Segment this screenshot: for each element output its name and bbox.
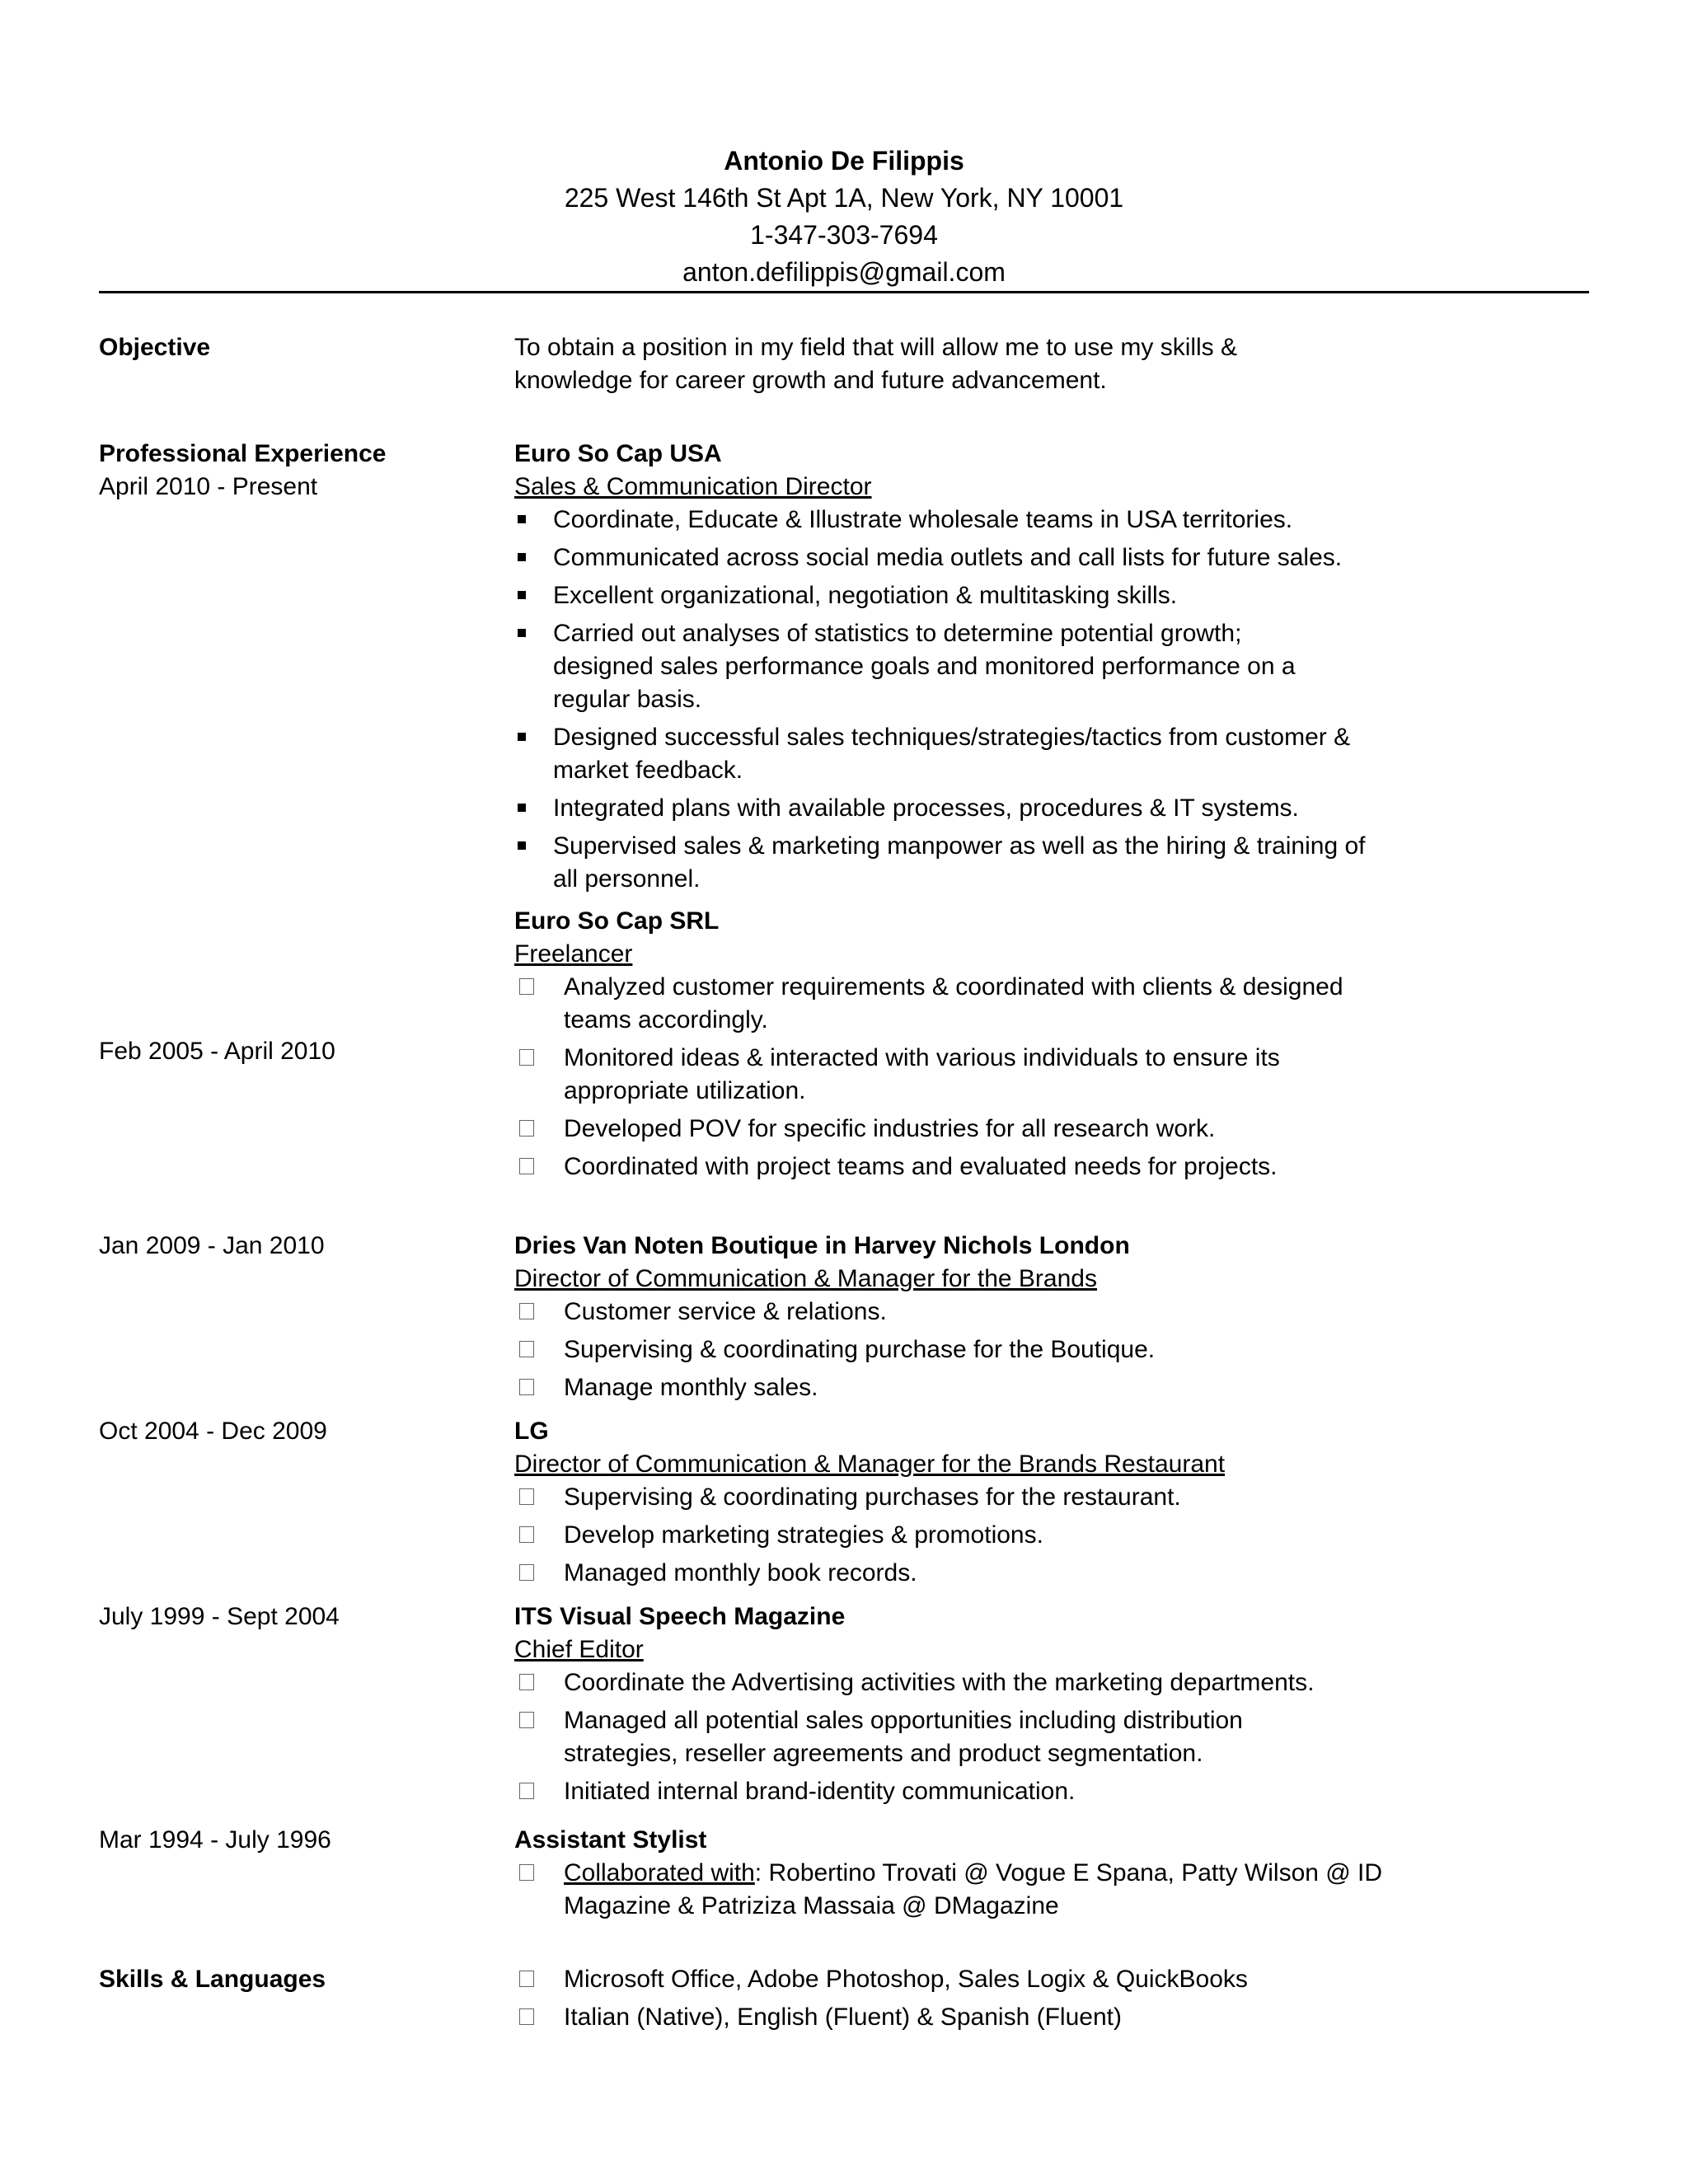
list-item: Excellent organizational, negotiation & multitasking skills. xyxy=(514,579,1421,612)
list-item: Managed all potential sales opportunities including distribution strategies, reseller agreements and product segmentation. xyxy=(514,1704,1355,1770)
list-item: Analyzed customer requirements & coordinated with clients & designed teams accordingly. xyxy=(514,971,1355,1037)
list-item: Collaborated with: Robertino Trovati @ Vogue E Spana, Patty Wilson @ ID Magazine & Patriziza Massaia @ DMagazine xyxy=(514,1857,1388,1923)
square-bullet-icon xyxy=(518,804,526,812)
list-item: Monitored ideas & interacted with various individuals to ensure its appropriate utilization. xyxy=(514,1042,1388,1108)
objective-text: To obtain a position in my field that will allow me to use my skills & knowledge for career growth and future advancement. xyxy=(514,334,1238,394)
checkbox-bullet-icon xyxy=(519,1864,534,1881)
list-item: Supervised sales & marketing manpower as well as the hiring & training of all personnel. xyxy=(514,830,1390,896)
collaborated-label: Collaborated with xyxy=(564,1859,755,1886)
company-name: Euro So Cap USA xyxy=(514,440,722,467)
company-name: Assistant Stylist xyxy=(514,1826,707,1854)
job-entry xyxy=(514,1601,1421,1813)
square-bullet-icon xyxy=(518,515,526,523)
job-entry xyxy=(514,1230,1421,1409)
list-item: Carried out analyses of statistics to determine potential growth; designed sales performance goals and monitored performance on a regular basis. xyxy=(514,617,1328,716)
checkbox-bullet-icon xyxy=(519,1341,534,1357)
date-range: Feb 2005 - April 2010 xyxy=(99,1038,335,1065)
company-name: LG xyxy=(514,1418,549,1445)
square-bullet-icon xyxy=(518,591,526,599)
list-item: Supervising & coordinating purchases for the restaurant. xyxy=(514,1481,1421,1514)
checkbox-bullet-icon xyxy=(519,1674,534,1690)
checkbox-bullet-icon xyxy=(519,1120,534,1137)
skills-section xyxy=(514,1963,1421,2039)
square-bullet-icon xyxy=(518,733,526,741)
date-range: Mar 1994 - July 1996 xyxy=(99,1826,331,1854)
job-entry xyxy=(514,905,1421,1188)
company-name: Dries Van Noten Boutique in Harvey Nichols London xyxy=(514,1232,1130,1259)
phone: 1-347-303-7694 xyxy=(750,220,938,250)
skills-label: Skills & Languages xyxy=(99,1966,326,1993)
job-title: Sales & Communication Director xyxy=(514,473,872,500)
list-item: Communicated across social media outlets and call lists for future sales. xyxy=(514,541,1421,574)
checkbox-bullet-icon xyxy=(519,1971,534,1987)
list-item: Manage monthly sales. xyxy=(514,1371,1421,1404)
checkbox-bullet-icon xyxy=(519,1526,534,1543)
company-name: Euro So Cap SRL xyxy=(514,907,720,935)
list-item: Coordinate the Advertising activities with the marketing departments. xyxy=(514,1666,1421,1699)
list-item: Customer service & relations. xyxy=(514,1296,1421,1329)
bullet-list xyxy=(514,1963,1421,2034)
bullet-list xyxy=(514,1857,1421,1923)
job-entry xyxy=(514,1824,1421,1928)
checkbox-bullet-icon xyxy=(519,1049,534,1066)
company-name: ITS Visual Speech Magazine xyxy=(514,1603,846,1630)
header-divider xyxy=(99,291,1589,293)
bullet-list xyxy=(514,1296,1421,1404)
job-entry xyxy=(514,438,1421,901)
job-title: Director of Communication & Manager for the Brands xyxy=(514,1265,1097,1292)
date-range: April 2010 - Present xyxy=(99,473,318,500)
checkbox-bullet-icon xyxy=(519,1158,534,1174)
candidate-name: Antonio De Filippis xyxy=(724,146,964,176)
list-item: Initiated internal brand-identity communication. xyxy=(514,1775,1421,1808)
list-item: Supervising & coordinating purchase for the Boutique. xyxy=(514,1333,1421,1366)
square-bullet-icon xyxy=(518,629,526,637)
job-entry xyxy=(514,1415,1421,1595)
list-item: Designed successful sales techniques/strategies/tactics from customer & market feedback. xyxy=(514,721,1377,787)
square-bullet-icon xyxy=(518,553,526,561)
checkbox-bullet-icon xyxy=(519,1488,534,1505)
job-title: Director of Communication & Manager for the Brands Restaurant xyxy=(514,1451,1226,1478)
job-title: Freelancer xyxy=(514,940,633,968)
resume-header xyxy=(0,142,1688,291)
checkbox-bullet-icon xyxy=(519,1564,534,1581)
checkbox-bullet-icon xyxy=(519,1783,534,1799)
bullet-list xyxy=(514,504,1421,896)
list-item: Managed monthly book records. xyxy=(514,1557,1421,1590)
list-item: Italian (Native), English (Fluent) & Spanish (Fluent) xyxy=(514,2001,1421,2034)
date-range: Jan 2009 - Jan 2010 xyxy=(99,1232,325,1259)
list-item: Coordinate, Educate & Illustrate wholesale teams in USA territories. xyxy=(514,504,1421,537)
list-item: Coordinated with project teams and evaluated needs for projects. xyxy=(514,1151,1421,1183)
checkbox-bullet-icon xyxy=(519,2008,534,2025)
bullet-list xyxy=(514,1481,1421,1590)
list-item: Integrated plans with available processes, procedures & IT systems. xyxy=(514,792,1421,825)
bullet-list xyxy=(514,971,1421,1183)
address: 225 West 146th St Apt 1A, New York, NY 10001 xyxy=(564,183,1124,213)
objective-label: Objective xyxy=(99,334,211,361)
square-bullet-icon xyxy=(518,841,526,850)
list-item: Develop marketing strategies & promotions. xyxy=(514,1519,1421,1552)
bullet-list xyxy=(514,1666,1421,1808)
date-range: July 1999 - Sept 2004 xyxy=(99,1603,340,1630)
job-title: Chief Editor xyxy=(514,1636,644,1663)
experience-label: Professional Experience xyxy=(99,440,387,467)
checkbox-bullet-icon xyxy=(519,1379,534,1395)
checkbox-bullet-icon xyxy=(519,1303,534,1319)
list-item: Developed POV for specific industries for all research work. xyxy=(514,1113,1421,1146)
date-range: Oct 2004 - Dec 2009 xyxy=(99,1418,327,1445)
checkbox-bullet-icon xyxy=(519,978,534,995)
email: anton.defilippis@gmail.com xyxy=(682,257,1006,287)
checkbox-bullet-icon xyxy=(519,1712,534,1728)
list-item: Microsoft Office, Adobe Photoshop, Sales Logix & QuickBooks xyxy=(514,1963,1421,1996)
